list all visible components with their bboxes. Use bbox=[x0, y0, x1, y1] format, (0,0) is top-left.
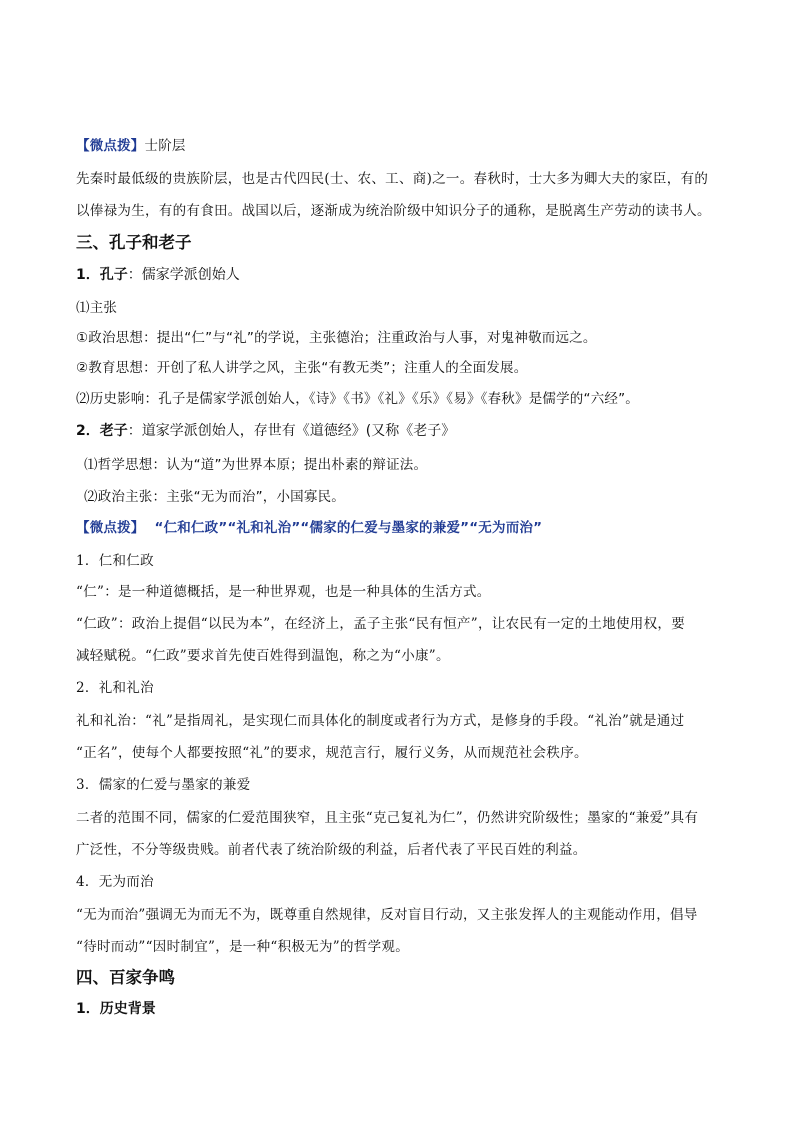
paragraph-line: 先秦时最低级的贵族阶层，也是古代四民(士、农、工、商)之一。春秋时，士大多为卿大夫的家臣，有的 bbox=[76, 171, 709, 187]
paragraph-line: 二者的范围不同，儒家的仁爱范围狭窄，且主张“克己复礼为仁”，仍然讲究阶级性；墨家的“兼爱”具有 bbox=[76, 810, 699, 826]
paragraph-line: 广泛性，不分等级贵贱。前者代表了统治阶级的利益，后者代表了平民百姓的利益。 bbox=[76, 842, 587, 858]
subheading-desc: ：道家学派创始人，存世有《道德经》(又称《老子》 bbox=[127, 423, 456, 439]
list-label: ⑴主张 bbox=[76, 300, 118, 316]
list-item: ⑴哲学思想：认为“道”为世界本原；提出朴素的辩证法。 bbox=[84, 457, 428, 473]
tip-subtitle: 4．无为而治 bbox=[76, 874, 154, 890]
paragraph-line: “仁”：是一种道德概括，是一种世界观，也是一种具体的生活方式。 bbox=[76, 584, 491, 600]
tip-label: 【微点拨】 bbox=[76, 520, 145, 536]
subheading-title: 老子 bbox=[99, 423, 128, 439]
subheading-laozi bbox=[76, 420, 455, 440]
subheading-number: 2． bbox=[76, 423, 100, 439]
tip-heading-concepts bbox=[76, 516, 542, 536]
tip-label: 【微点拨】 bbox=[76, 138, 145, 154]
tip-heading-shi bbox=[76, 134, 186, 154]
paragraph-line: 礼和礼治：“礼”是指周礼，是实现仁而具体化的制度或者行为方式，是修身的手段。“礼治”就是通过 bbox=[76, 713, 685, 729]
paragraph-line: “无为而治”强调无为而无不为，既尊重自然规律，反对盲目行动，又主张发挥人的主观能动作用，倡导 bbox=[76, 907, 698, 923]
tip-title: 士阶层 bbox=[144, 138, 186, 154]
section-heading: 四、百家争鸣 bbox=[76, 968, 175, 987]
paragraph-line: “正名”，使每个人都要按照“礼”的要求，规范言行，履行义务，从而规范社会秩序。 bbox=[76, 745, 588, 761]
subheading-title: 历史背景 bbox=[99, 1001, 156, 1017]
subheading-number: 1． bbox=[76, 1001, 100, 1017]
section-heading: 三、孔子和老子 bbox=[76, 233, 192, 252]
tip-title: “仁和仁政”“礼和礼治”“儒家的仁爱与墨家的兼爱”“无为而治” bbox=[154, 520, 543, 536]
paragraph-line: “仁政”：政治上提倡“以民为本”，在经济上，孟子主张“民有恒产”，让农民有一定的土地使用权，要 bbox=[76, 616, 686, 632]
tip-subtitle: 2．礼和礼治 bbox=[76, 680, 154, 696]
list-item: ⑵政治主张：主张“无为而治”，小国寡民。 bbox=[84, 489, 345, 505]
subheading-background bbox=[76, 998, 156, 1018]
subheading-title: 孔子 bbox=[99, 267, 128, 283]
list-item: ②教育思想：开创了私人讲学之风，主张“有教无类”；注重人的全面发展。 bbox=[76, 360, 528, 376]
paragraph-line: “待时而动”“因时制宜”，是一种“积极无为”的哲学观。 bbox=[76, 939, 410, 955]
subheading-confucius bbox=[76, 264, 240, 284]
paragraph-line: 以俸禄为生，有的有食田。战国以后，逐渐成为统治阶级中知识分子的通称，是脱离生产劳动的读书人。 bbox=[76, 203, 711, 219]
paragraph-line: 减轻赋税。“仁政”要求首先使百姓得到温饱，称之为“小康”。 bbox=[76, 648, 450, 664]
list-item: ⑵历史影响：孔子是儒家学派创始人，《诗》《书》《礼》《乐》《易》《春秋》是儒学的“六经”。 bbox=[76, 391, 639, 407]
subheading-desc: ：儒家学派创始人 bbox=[127, 267, 240, 283]
tip-subtitle: 3．儒家的仁爱与墨家的兼爱 bbox=[76, 777, 251, 793]
subheading-number: 1． bbox=[76, 267, 100, 283]
tip-subtitle: 1．仁和仁政 bbox=[76, 553, 154, 569]
list-item: ①政治思想：提出“仁”与“礼”的学说，主张德治；注重政治与人事，对鬼神敬而远之。 bbox=[76, 330, 597, 346]
